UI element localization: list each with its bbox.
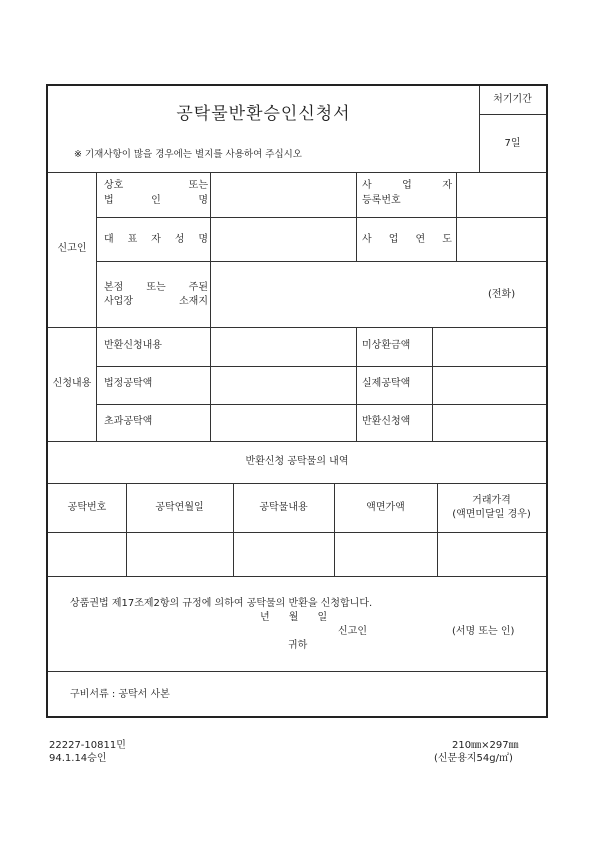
face-value-cell[interactable] bbox=[335, 533, 437, 576]
deposit-content-cell[interactable] bbox=[234, 533, 334, 576]
legal-deposit-label: 법정공탁액 bbox=[104, 378, 153, 389]
col-deposit-date: 공탁연월일 bbox=[155, 502, 204, 513]
return-content-label: 반환신청내용 bbox=[104, 340, 162, 351]
unreturned-amount-field[interactable] bbox=[433, 328, 545, 366]
col-deposit-no: 공탁번호 bbox=[67, 502, 107, 513]
form-frame bbox=[46, 84, 548, 718]
footer-paper: (신문용지54g/㎡) bbox=[434, 753, 513, 764]
period-value: 7일 bbox=[504, 138, 521, 149]
date-line: 년 월 일 bbox=[260, 612, 328, 623]
col-deposit-content: 공탁물내용 bbox=[259, 502, 308, 513]
legal-deposit-field[interactable] bbox=[211, 367, 355, 404]
biz-no-label-2: 등록번호 bbox=[362, 195, 401, 206]
address-label: 본점 또는 주된 bbox=[104, 282, 208, 293]
request-section-label: 신청내용 bbox=[52, 378, 92, 389]
footer-code: 22227-10811민 bbox=[49, 740, 126, 751]
actual-deposit-label: 실제공탁액 bbox=[362, 378, 411, 389]
attachments-text: 구비서류 : 공탁서 사본 bbox=[70, 689, 170, 700]
col-trade-price: 거래가격 bbox=[472, 495, 511, 506]
actual-deposit-field[interactable] bbox=[433, 367, 545, 404]
deposit-no-cell[interactable] bbox=[48, 533, 126, 576]
rep-name-label: 대 표 자 성 명 bbox=[104, 234, 208, 245]
phone-label: (전화) bbox=[488, 289, 516, 300]
col-face-value: 액면가액 bbox=[366, 502, 405, 513]
form-title: 공탁물반환승인신청서 bbox=[176, 104, 351, 124]
biz-no-field[interactable] bbox=[457, 173, 546, 217]
deposit-date-cell[interactable] bbox=[127, 533, 233, 576]
col-trade-price-note: (액면미달일 경우) bbox=[452, 509, 531, 520]
trade-name-field[interactable] bbox=[211, 173, 355, 217]
footer-size: 210㎜×297㎜ bbox=[452, 740, 519, 751]
applicant-section-label: 신고인 bbox=[57, 243, 87, 254]
excess-deposit-field[interactable] bbox=[211, 405, 355, 441]
addressee-label: 귀하 bbox=[288, 640, 308, 651]
declaration-statement: 상품권법 제17조제2항의 규정에 의하여 공탁물의 반환을 신청합니다. bbox=[70, 598, 373, 609]
excess-deposit-label: 초과공탁액 bbox=[104, 416, 153, 427]
period-label: 처기기간 bbox=[493, 94, 532, 105]
return-amount-field[interactable] bbox=[433, 405, 545, 441]
address-label-2: 사업장 소재지 bbox=[104, 296, 208, 307]
rep-name-field[interactable] bbox=[211, 218, 355, 261]
items-header: 반환신청 공탁물의 내역 bbox=[245, 456, 349, 467]
biz-year-field[interactable] bbox=[457, 218, 546, 261]
corp-name-label: 법 인 명 bbox=[104, 195, 208, 206]
notice-text: ※ 기재사항이 많을 경우에는 별지를 사용하여 주십시오 bbox=[74, 149, 302, 160]
trade-price-cell[interactable] bbox=[438, 533, 546, 576]
biz-year-label: 사 업 연 도 bbox=[362, 234, 452, 245]
unreturned-amount-label: 미상환금액 bbox=[362, 340, 411, 351]
sign-note: (서명 또는 인) bbox=[452, 626, 515, 637]
biz-no-label: 사 업 자 bbox=[362, 180, 452, 191]
footer-approval: 94.1.14승인 bbox=[49, 753, 107, 764]
applicant-sign-label: 신고인 bbox=[338, 626, 367, 637]
return-content-field[interactable] bbox=[211, 328, 355, 366]
trade-name-label: 상호 또는 bbox=[104, 180, 208, 191]
return-amount-label: 반환신청액 bbox=[362, 416, 411, 427]
